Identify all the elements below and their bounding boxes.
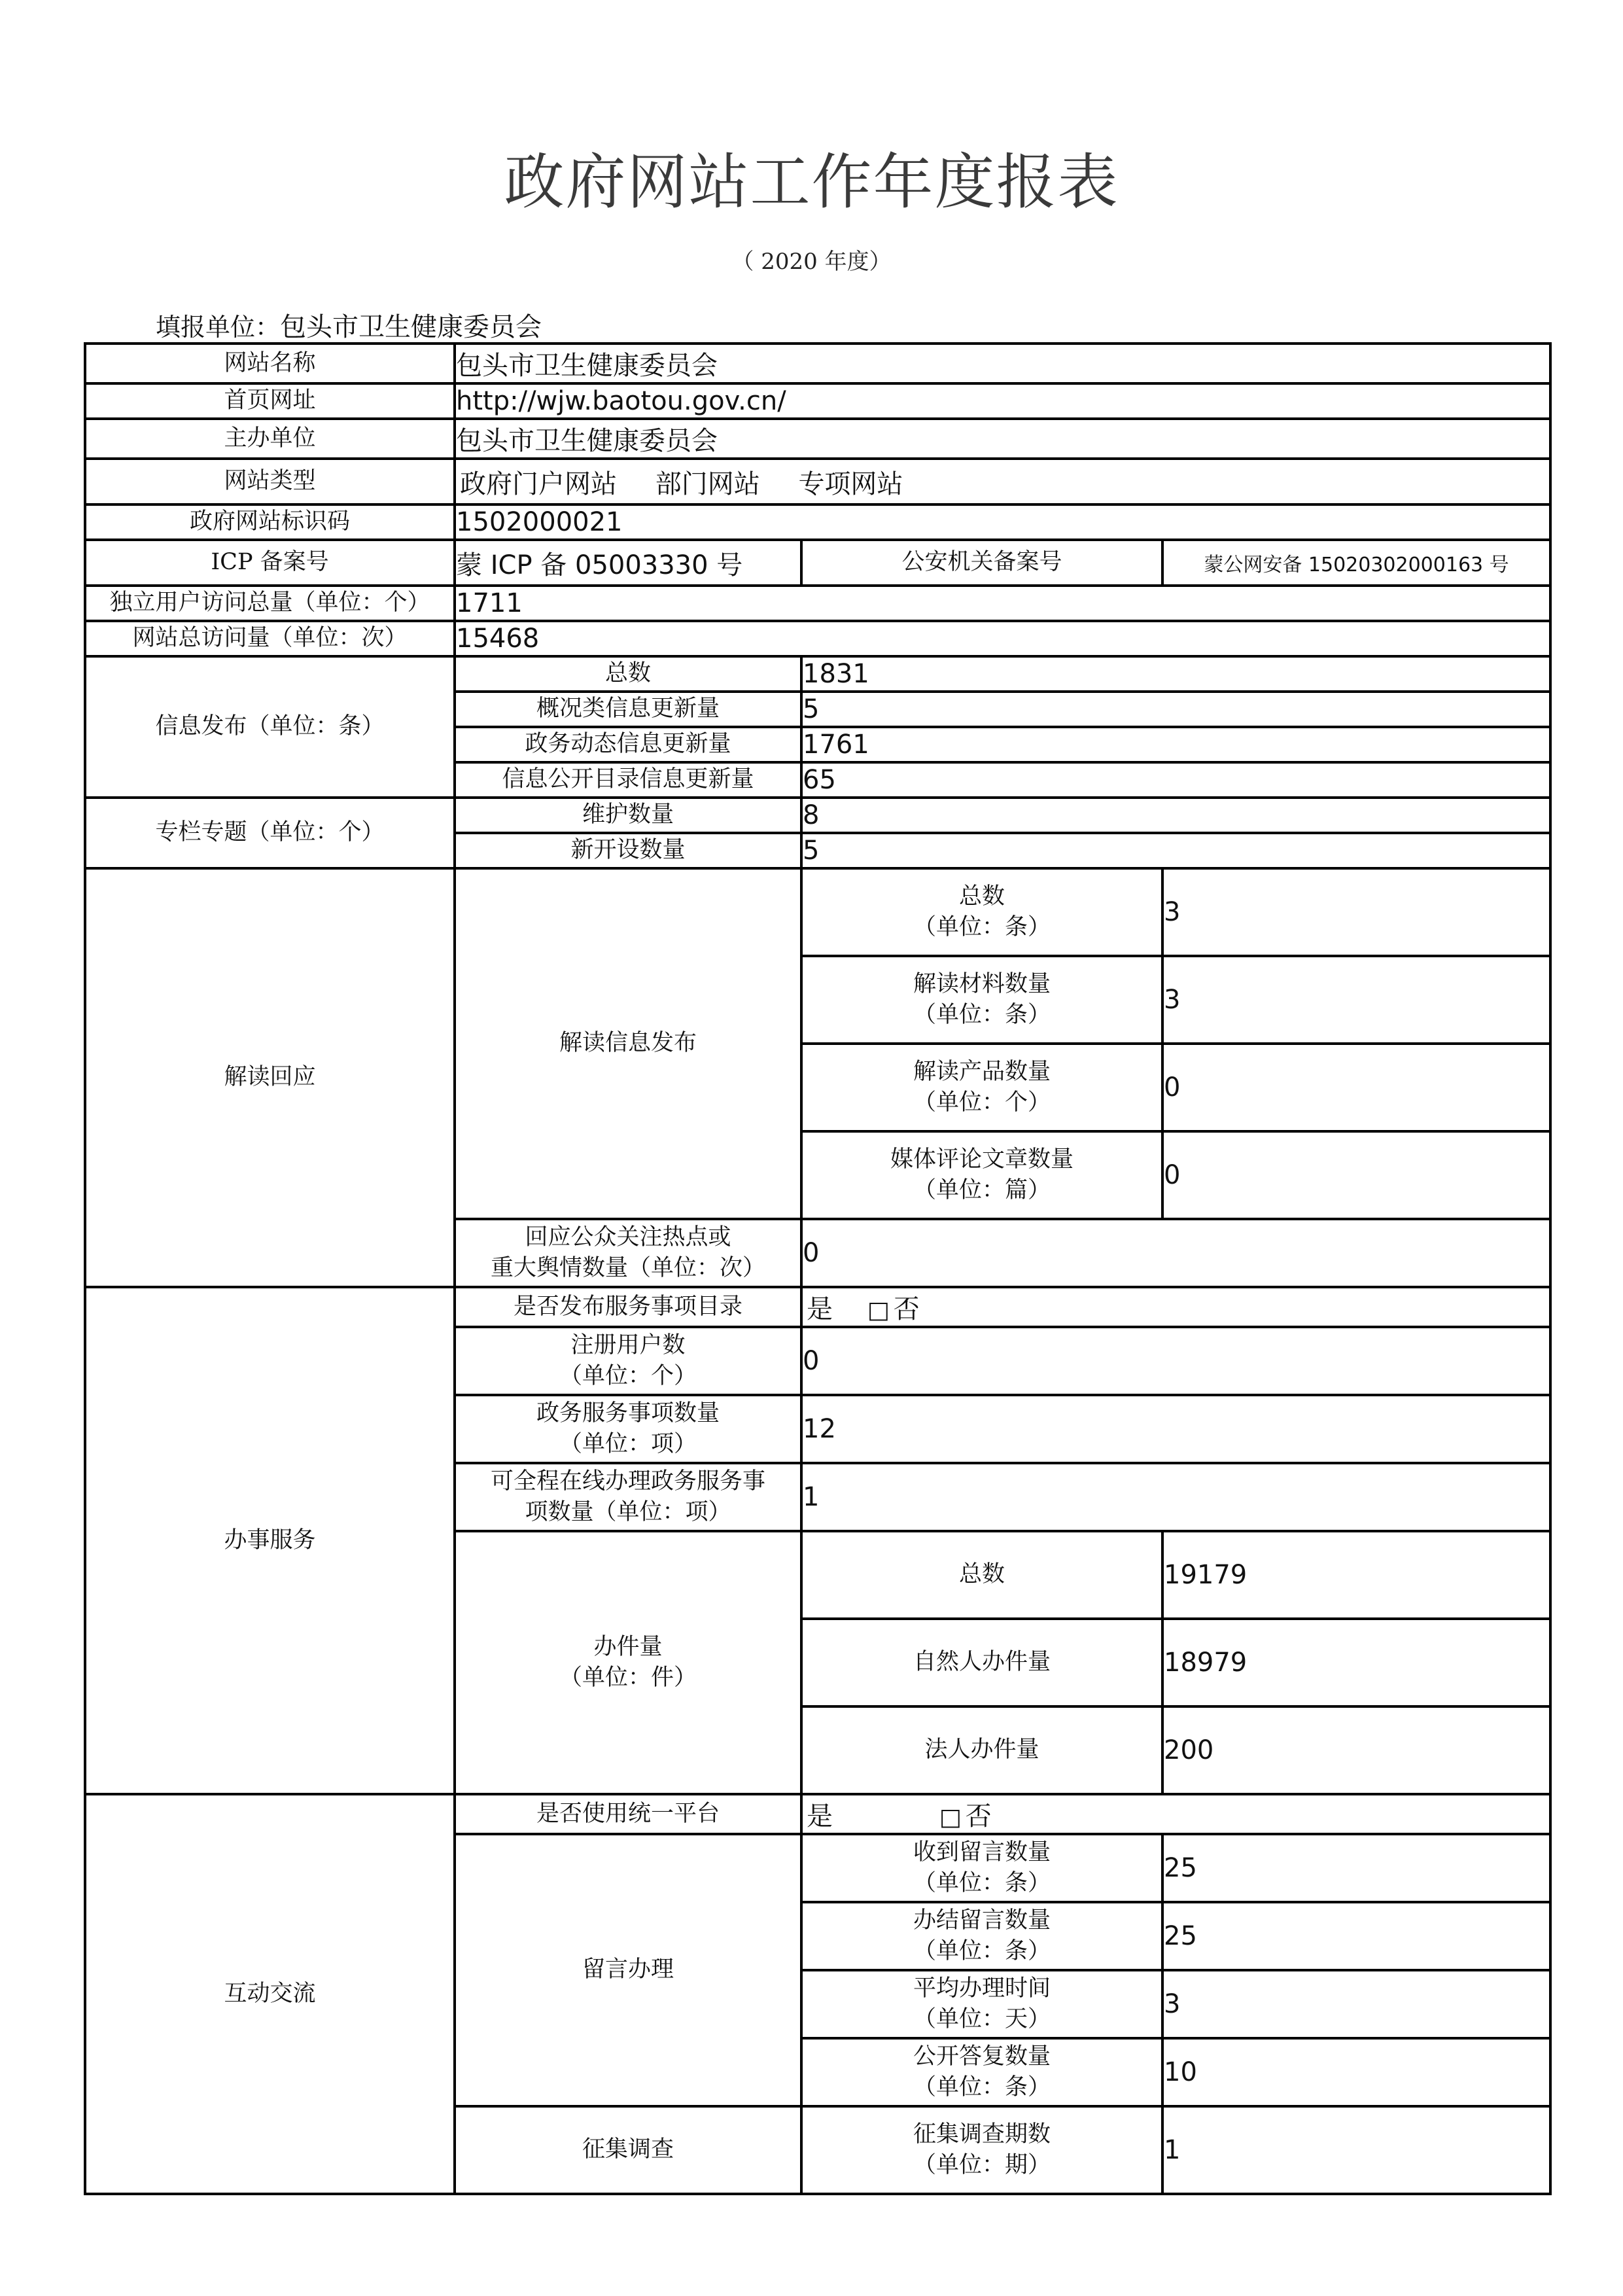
table-row bbox=[85, 1287, 1550, 1327]
interpret-product-value: 0 bbox=[1162, 1044, 1550, 1131]
site-url-value: http://wjw.baotou.gov.cn/ bbox=[455, 383, 1550, 419]
info-total-label: 总数 bbox=[455, 656, 801, 692]
interact-public-value: 10 bbox=[1162, 2038, 1550, 2106]
interact-platform-label: 是否使用统一平台 bbox=[455, 1794, 801, 1834]
table-row bbox=[85, 459, 1550, 504]
interact-survey-periods-label: 征集调查期数 （单位：期） bbox=[801, 2106, 1162, 2194]
checkbox-empty-icon: □ bbox=[939, 1804, 962, 1831]
info-overview-value: 5 bbox=[801, 692, 1550, 727]
report-year: （ 2020 年度） bbox=[731, 249, 892, 275]
pv-label: 网站总访问量（单位：次） bbox=[85, 621, 455, 656]
interact-avg-value: 3 bbox=[1162, 1970, 1550, 2038]
interact-survey-periods-value: 1 bbox=[1162, 2106, 1550, 2194]
interact-no: 否 bbox=[965, 1801, 992, 1831]
table-row bbox=[85, 419, 1550, 459]
service-legal-label: 法人办件量 bbox=[801, 1706, 1162, 1794]
interact-label: 互动交流 bbox=[85, 1794, 455, 2194]
service-items-label: 政务服务事项数量 （单位：项） bbox=[455, 1395, 801, 1463]
report-table bbox=[84, 342, 1552, 2195]
column-maintain-value: 8 bbox=[801, 798, 1550, 833]
interact-received-label: 收到留言数量 （单位：条） bbox=[801, 1834, 1162, 1902]
table-row bbox=[85, 868, 1550, 956]
site-url-label: 首页网址 bbox=[85, 383, 455, 419]
site-type-label: 网站类型 bbox=[85, 459, 455, 504]
interpret-media-value: 0 bbox=[1162, 1131, 1550, 1219]
site-name-value: 包头市卫生健康委员会 bbox=[455, 344, 1550, 383]
interact-received-value: 25 bbox=[1162, 1834, 1550, 1902]
interact-message-label: 留言办理 bbox=[455, 1834, 801, 2106]
pv-value: 15468 bbox=[455, 621, 1550, 656]
service-items-value: 12 bbox=[801, 1395, 1550, 1463]
table-row bbox=[85, 504, 1550, 540]
table-row bbox=[85, 383, 1550, 419]
column-new-label: 新开设数量 bbox=[455, 833, 801, 868]
interpret-response-value: 0 bbox=[801, 1219, 1550, 1287]
service-cases-total-value: 19179 bbox=[1162, 1531, 1550, 1619]
info-news-value: 1761 bbox=[801, 727, 1550, 762]
interpret-response-label: 回应公众关注热点或 重大舆情数量（单位：次） bbox=[455, 1219, 801, 1287]
site-id-value: 1502000021 bbox=[455, 504, 1550, 540]
police-value: 蒙公网安备 15020302000163 号 bbox=[1162, 540, 1550, 586]
site-name-label: 网站名称 bbox=[85, 344, 455, 383]
site-type-options bbox=[455, 459, 1550, 504]
table-row bbox=[85, 621, 1550, 656]
table-row bbox=[85, 656, 1550, 692]
report-title: 政府网站工作年度报表 bbox=[504, 147, 1119, 217]
interpret-label: 解读回应 bbox=[85, 868, 455, 1287]
service-natural-value: 18979 bbox=[1162, 1619, 1550, 1706]
service-online-label: 可全程在线办理政务服务事 项数量（单位：项） bbox=[455, 1463, 801, 1531]
filler-label: 填报单位： bbox=[156, 313, 281, 342]
interact-survey-label: 征集调查 bbox=[455, 2106, 801, 2194]
interact-platform-value bbox=[801, 1794, 1550, 1834]
filler-unit bbox=[156, 306, 542, 344]
service-cases-total-label: 总数 bbox=[801, 1531, 1162, 1619]
info-catalog-label: 信息公开目录信息更新量 bbox=[455, 762, 801, 798]
info-overview-label: 概况类信息更新量 bbox=[455, 692, 801, 727]
uv-value: 1711 bbox=[455, 586, 1550, 621]
uv-label: 独立用户访问总量（单位：个） bbox=[85, 586, 455, 621]
type-option-department: 部门网站 bbox=[655, 468, 760, 499]
service-cases-label: 办件量 （单位：件） bbox=[455, 1531, 801, 1794]
table-row bbox=[85, 798, 1550, 833]
interact-public-label: 公开答复数量 （单位：条） bbox=[801, 2038, 1162, 2106]
interact-avg-label: 平均办理时间 （单位：天） bbox=[801, 1970, 1162, 2038]
service-natural-label: 自然人办件量 bbox=[801, 1619, 1162, 1706]
police-label: 公安机关备案号 bbox=[801, 540, 1162, 586]
site-sponsor-value: 包头市卫生健康委员会 bbox=[455, 419, 1550, 459]
checkbox-empty-icon: □ bbox=[867, 1297, 890, 1324]
service-legal-value: 200 bbox=[1162, 1706, 1550, 1794]
type-option-special: 专项网站 bbox=[798, 468, 903, 499]
interpret-release-label: 解读信息发布 bbox=[455, 868, 801, 1219]
icp-value: 蒙 ICP 备 05003330 号 bbox=[455, 540, 801, 586]
interpret-material-label: 解读材料数量 （单位：条） bbox=[801, 956, 1162, 1044]
interact-done-label: 办结留言数量 （单位：条） bbox=[801, 1902, 1162, 1970]
info-total-value: 1831 bbox=[801, 656, 1550, 692]
column-maintain-label: 维护数量 bbox=[455, 798, 801, 833]
info-news-label: 政务动态信息更新量 bbox=[455, 727, 801, 762]
info-catalog-value: 65 bbox=[801, 762, 1550, 798]
service-yes: 是 bbox=[807, 1294, 833, 1324]
interpret-media-label: 媒体评论文章数量 （单位：篇） bbox=[801, 1131, 1162, 1219]
service-catalog-label: 是否发布服务事项目录 bbox=[455, 1287, 801, 1327]
table-row bbox=[85, 1794, 1550, 1834]
icp-label: ICP 备案号 bbox=[85, 540, 455, 586]
service-users-label: 注册用户数 （单位：个） bbox=[455, 1327, 801, 1395]
service-no: 否 bbox=[893, 1294, 920, 1324]
table-row bbox=[85, 586, 1550, 621]
interpret-total-label: 总数 （单位：条） bbox=[801, 868, 1162, 956]
interpret-product-label: 解读产品数量 （单位：个） bbox=[801, 1044, 1162, 1131]
filler-value: 包头市卫生健康委员会 bbox=[280, 312, 542, 342]
table-row bbox=[85, 344, 1550, 383]
service-online-value: 1 bbox=[801, 1463, 1550, 1531]
table-row bbox=[85, 540, 1550, 586]
site-sponsor-label: 主办单位 bbox=[85, 419, 455, 459]
site-id-label: 政府网站标识码 bbox=[85, 504, 455, 540]
info-label: 信息发布（单位：条） bbox=[85, 656, 455, 798]
type-option-portal: 政府门户网站 bbox=[460, 468, 617, 499]
service-label: 办事服务 bbox=[85, 1287, 455, 1794]
service-users-value: 0 bbox=[801, 1327, 1550, 1395]
column-new-value: 5 bbox=[801, 833, 1550, 868]
interact-yes: 是 bbox=[807, 1801, 833, 1831]
interact-done-value: 25 bbox=[1162, 1902, 1550, 1970]
interpret-material-value: 3 bbox=[1162, 956, 1550, 1044]
interpret-total-value: 3 bbox=[1162, 868, 1550, 956]
service-catalog-value bbox=[801, 1287, 1550, 1327]
column-label: 专栏专题（单位：个） bbox=[85, 798, 455, 868]
